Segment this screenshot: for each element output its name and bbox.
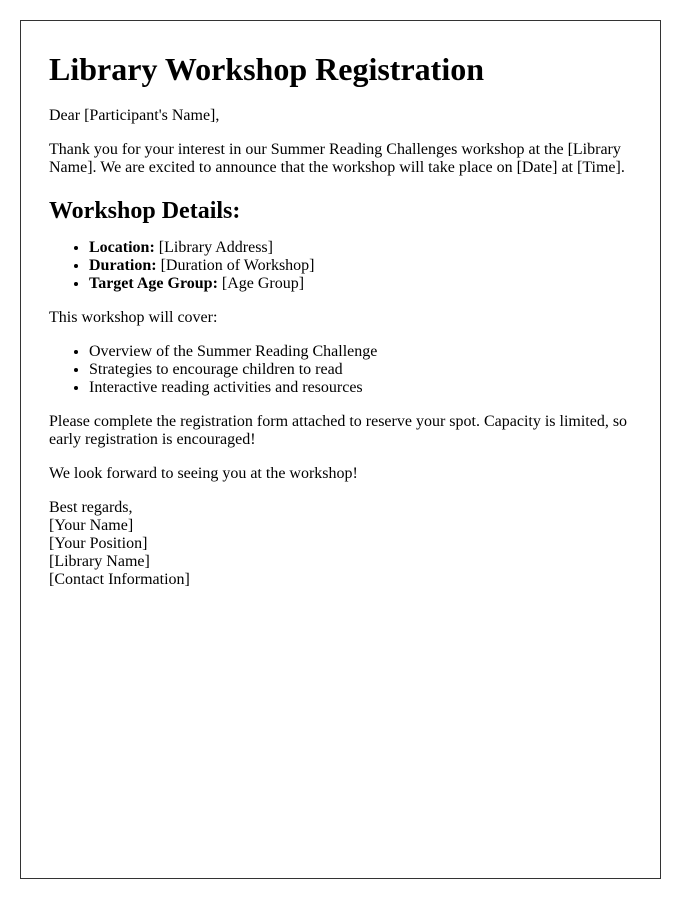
- signature-block: [49, 499, 632, 589]
- cover-item: • Strategies to encourage children to read: [89, 361, 632, 379]
- cover-intro: This workshop will cover:: [49, 309, 218, 326]
- detail-value: [Library Address]: [154, 239, 273, 256]
- detail-item-age-group: [89, 275, 632, 293]
- detail-value: [Age Group]: [217, 275, 305, 292]
- signature-position: [Your Position]: [49, 535, 148, 552]
- cover-list: [49, 343, 632, 397]
- registration-note: Please complete the registration form attached to reserve your spot. Capacity is limited, so early registration is encouraged!: [49, 413, 628, 448]
- detail-value: [Duration of Workshop]: [156, 257, 315, 274]
- detail-label: Duration:: [89, 257, 157, 274]
- page-title: Library Workshop Registration: [49, 51, 484, 87]
- detail-label: Location:: [89, 239, 155, 256]
- signature-contact: [Contact Information]: [49, 571, 190, 588]
- detail-item-duration: [89, 257, 632, 275]
- closing-line: We look forward to seeing you at the workshop!: [49, 465, 358, 482]
- cover-item: • Overview of the Summer Reading Challenge: [89, 343, 632, 361]
- letter-document: [20, 20, 661, 879]
- detail-label: Target Age Group:: [89, 275, 218, 292]
- details-list: [49, 239, 632, 293]
- details-heading: Workshop Details:: [49, 198, 241, 224]
- cover-item: • Interactive reading activities and resources: [89, 379, 632, 397]
- detail-item-location: [89, 239, 632, 257]
- sign-off: Best regards,: [49, 499, 133, 516]
- intro-paragraph: Thank you for your interest in our Summer Reading Challenges workshop at the [Library Name]. We are excited to announce that the workshop will take place on [Date] at [Time].: [49, 141, 625, 176]
- signature-library: [Library Name]: [49, 553, 150, 570]
- greeting: Dear [Participant's Name],: [49, 107, 220, 124]
- signature-name: [Your Name]: [49, 517, 134, 534]
